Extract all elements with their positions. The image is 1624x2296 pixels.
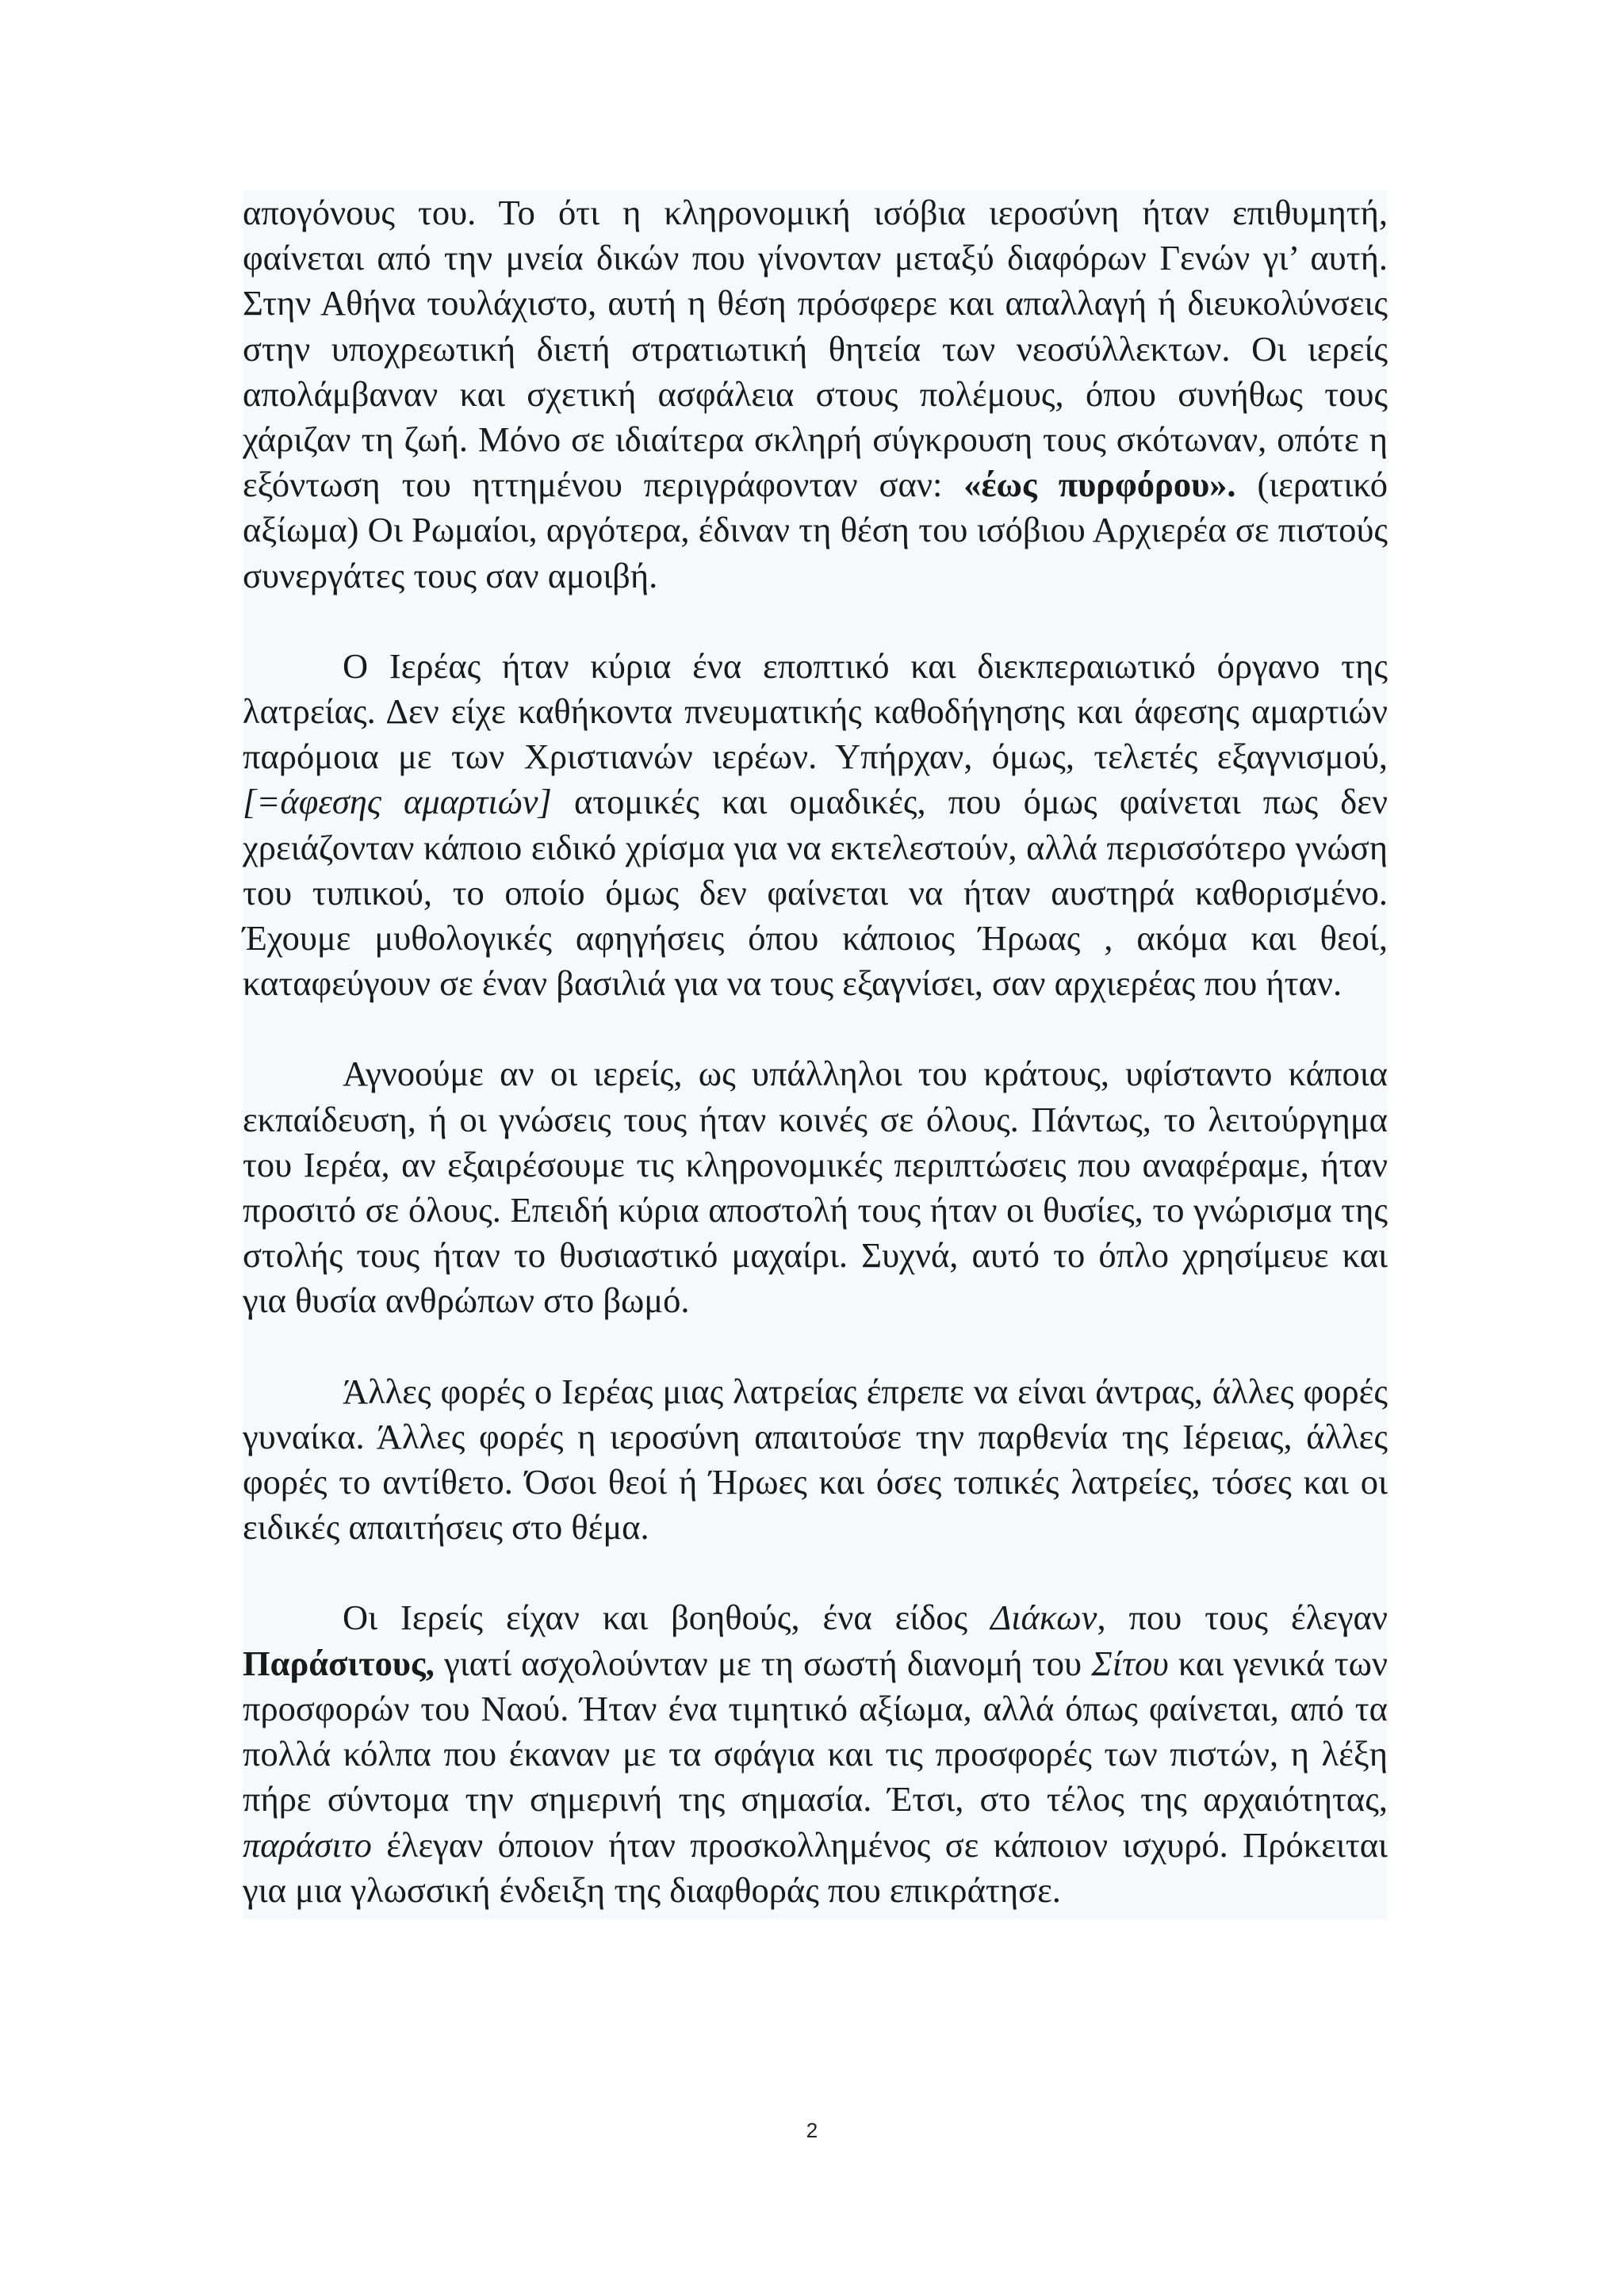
text-run: απογόνους του. Το ότι η κληρονομική ισόβια ιεροσύνη ήταν επιθυμητή, φαίνεται από την μνεία δικών που γίνονταν μεταξύ διαφόρων Γενών γι’ αυτή. Στην Αθήνα τουλάχιστο, αυτή η θέση πρόσφερε και απαλλαγή ή διευκολύνσεις στην υποχρεωτική διετή στρατιωτική θητεία των νεοσύλλεκτων. Οι ιερείς απολάμβαναν και σχετική ασφάλεια στους πολέμους, όπου συνήθως τους χάριζαν τη ζωή. Μόνο σε ιδιαίτερα σκληρή σύγκρουση τους σκότωναν, οπότε η εξόντωση του ηττημένου περιγράφονταν σαν: bbox=[243, 193, 1388, 505]
body-text bbox=[243, 190, 1388, 1919]
text-run: (ιερατικό αξίωμα) Οι Ρωμαίοι, αργότερα, έδιναν τη θέση του ισόβιου Αρχιερέα σε πιστούς συνεργάτες τους σαν αμοιβή. bbox=[243, 465, 1388, 595]
text-run: Αγνοούμε αν οι ιερείς, ως υπάλληλοι του κράτους, υφίσταντο κάποια εκπαίδευση, ή οι γνώσεις τους ήταν κοινές σε όλους. Πάντως, το λειτούργημα του Ιερέα, αν εξαιρέσουμε τις κληρονομικές περιπτώσεις που αναφέραμε, ήταν προσιτό σε όλους. Επειδή κύρια αποστολή τους ήταν οι θυσίες, το γνώρισμα της στολής τους ήταν το θυσιαστικό μαχαίρι. Συχνά, αυτό το όπλο χρησίμευε και για θυσία ανθρώπων στο βωμό. bbox=[243, 1054, 1388, 1321]
paragraph-1 bbox=[243, 190, 1388, 599]
text-run: γιατί ασχολούνταν με τη σωστή διανομή του bbox=[434, 1643, 1092, 1683]
paragraph-2 bbox=[243, 644, 1388, 1007]
text-run: και γενικά των προσφορών του Ναού. Ήταν ένα τιμητικό αξίωμα, αλλά όπως φαίνεται, από τα πολλά κόλπα που έκαναν με τα σφάγια και τις προσφορές των πιστών, η λέξη πήρε σύντομα την σημερινή της σημασία. Έτσι, στο τέλος της αρχαιότητας, bbox=[243, 1643, 1388, 1820]
text-run: , που τους έλεγαν bbox=[1097, 1598, 1388, 1638]
paragraph-5 bbox=[243, 1595, 1388, 1912]
text-run: ατομικές και ομαδικές, που όμως φαίνεται πως δεν χρειάζονταν κάποιο ειδικό χρίσμα για να εκτελεστούν, αλλά περισσότερο γνώση του τυπικού, το οποίο όμως δεν φαίνεται να ήταν αυστηρά καθορισμένο. Έχουμε μυθολογικές αφηγήσεις όπου κάποιος Ήρωας , ακόμα και θεοί, καταφεύγουν σε έναν βασιλιά για να τους εξαγνίσει, σαν αρχιερέας που ήταν. bbox=[243, 782, 1388, 1004]
italic-text: Διάκων bbox=[990, 1598, 1097, 1638]
page-number: 2 bbox=[806, 2118, 818, 2142]
text-run: έλεγαν όποιον ήταν προσκολλημένος σε κάποιον ισχυρό. Πρόκειται για μια γλωσσική ένδειξη της διαφθοράς που επικράτησε. bbox=[243, 1824, 1388, 1910]
paragraph-3 bbox=[243, 1051, 1388, 1323]
text-run: Άλλες φορές ο Ιερέας μιας λατρείας έπρεπε να είναι άντρας, άλλες φορές γυναίκα. Άλλες φορές η ιεροσύνη απαιτούσε την παρθενία της Ιέρειας, άλλες φορές το αντίθετο. Όσοι θεοί ή Ήρωες και όσες τοπικές λατρείες, τόσες και οι ειδικές απαιτήσεις στο θέμα. bbox=[243, 1371, 1388, 1548]
italic-text: παράσιτο bbox=[243, 1824, 372, 1865]
text-run: Ο Ιερέας ήταν κύρια ένα εποπτικό και διεκπεραιωτικό όργανο της λατρείας. Δεν είχε καθήκοντα πνευματικής καθοδήγησης και άφεσης αμαρτιών παρόμοια με των Χριστιανών ιερέων. Υπήρχαν, όμως, τελετές εξαγνισμού, bbox=[243, 645, 1388, 777]
bold-text: Παράσιτους, bbox=[243, 1643, 435, 1683]
italic-text: [=άφεσης αμαρτιών] bbox=[243, 782, 552, 822]
paragraph-4 bbox=[243, 1369, 1388, 1551]
text-run: Οι Ιερείς είχαν και βοηθούς, ένα είδος bbox=[343, 1598, 991, 1638]
bold-text: «έως πυρφόρου». bbox=[963, 465, 1236, 505]
italic-text: Σίτου bbox=[1091, 1643, 1169, 1683]
